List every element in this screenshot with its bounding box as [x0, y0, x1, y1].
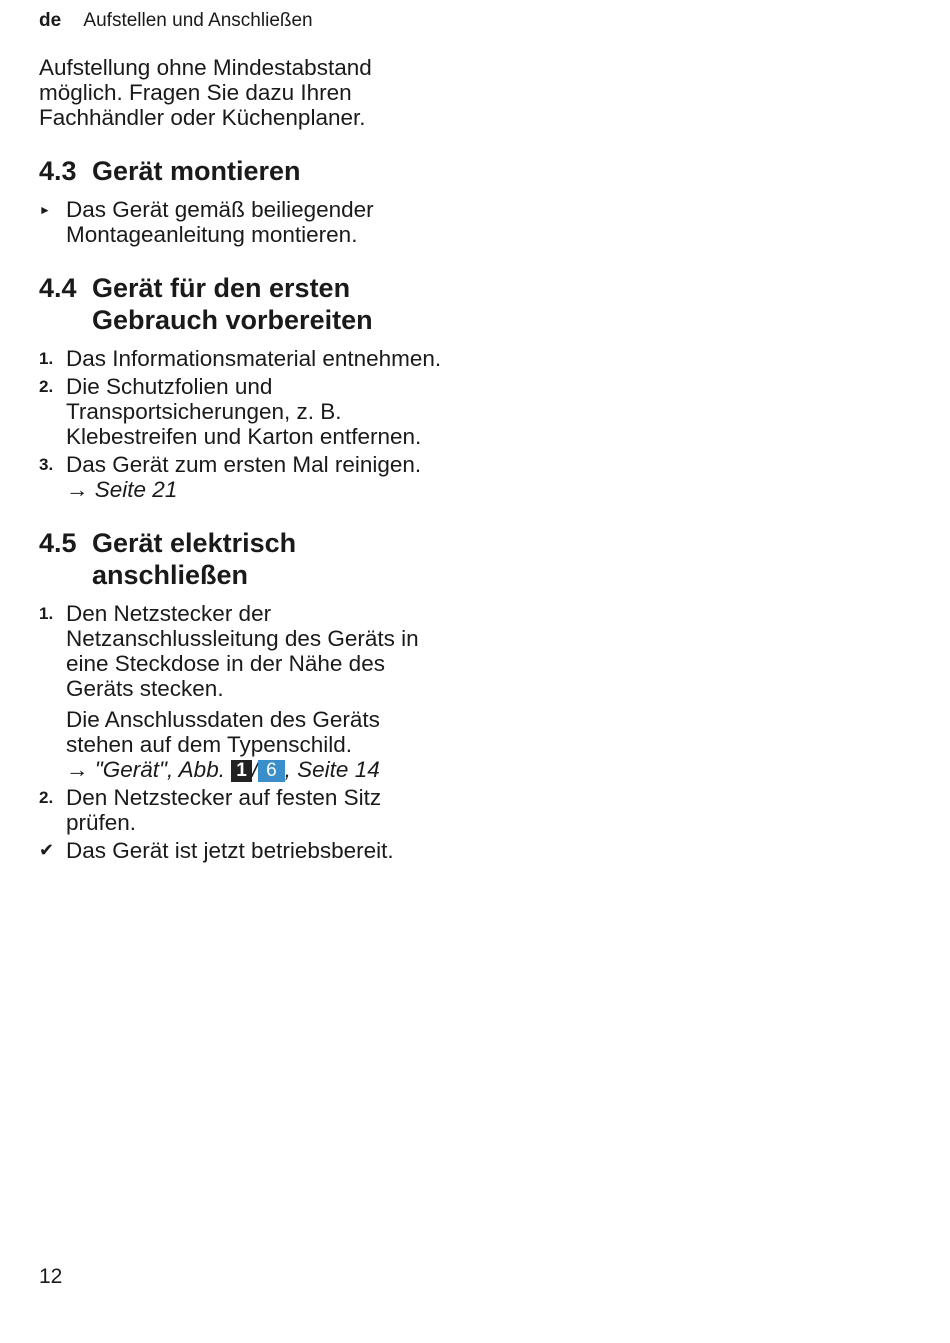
- list-item: [39, 197, 444, 247]
- step-text: Das Gerät zum ersten Mal reinigen.: [66, 452, 422, 477]
- figure-badge-dark: 1: [231, 760, 252, 782]
- result-text: Das Gerät ist jetzt betriebsbereit.: [66, 838, 394, 863]
- step-note: Die Anschlussdaten des Geräts stehen auf dem Typenschild.: [66, 707, 380, 757]
- section-title: Gerät elektrisch anschließen: [92, 528, 297, 590]
- section-4-5: [39, 527, 444, 863]
- section-heading: [39, 272, 444, 336]
- figure-reference-link[interactable]: "Gerät", Abb.: [94, 757, 225, 782]
- step-text: Das Informationsmaterial entnehmen.: [66, 346, 442, 371]
- section-title: Gerät montieren: [92, 156, 301, 186]
- list-item: [39, 601, 444, 782]
- page-reference-link[interactable]: Seite 21: [94, 477, 178, 502]
- instruction-text: Das Gerät gemäß beiliegender Montageanleitung montieren.: [66, 197, 374, 247]
- list-item: [39, 785, 444, 835]
- list-item: [39, 452, 444, 502]
- section-4-4: [39, 272, 444, 502]
- result-item: [39, 838, 444, 863]
- step-number: 2.: [39, 788, 54, 807]
- step-number: 2.: [39, 377, 54, 396]
- section-title: Gerät für den ersten Gebrauch vorbereiten: [92, 273, 373, 335]
- list-item: [39, 374, 444, 449]
- section-number: 4.4: [39, 273, 77, 303]
- step-number: 1.: [39, 604, 54, 623]
- step-text: Den Netzstecker auf festen Sitz prüfen.: [66, 785, 382, 835]
- section-number: 4.3: [39, 156, 77, 186]
- step-number: 3.: [39, 455, 54, 474]
- section-heading: [39, 527, 444, 591]
- section-4-3: [39, 155, 444, 247]
- step-text: Den Netzstecker der Netzanschlussleitung des Geräts in eine Steckdose in der Nähe des Geräts stecken.: [66, 601, 419, 701]
- figure-badge-blue: 6: [258, 760, 285, 782]
- language-code: de: [39, 10, 62, 31]
- step-text: Die Schutzfolien und Transportsicherungen, z. B. Klebestreifen und Karton entfernen.: [66, 374, 422, 449]
- section-heading: [39, 155, 444, 187]
- page-reference-link[interactable]: , Seite 14: [284, 757, 380, 782]
- page-number: 12: [39, 1265, 63, 1288]
- intro-paragraph: Aufstellung ohne Mindestabstand möglich. Fragen Sie dazu Ihren Fachhändler oder Küchenplaner.: [39, 55, 372, 130]
- reference-separator: /: [251, 757, 259, 782]
- triangle-bullet-icon: ►: [39, 203, 51, 217]
- arrow-right-icon: →: [66, 757, 89, 782]
- chapter-title: Aufstellen und Anschließen: [83, 10, 313, 31]
- check-icon: ✔: [39, 840, 55, 860]
- page-header: [39, 9, 313, 33]
- figure-reference: [66, 757, 444, 782]
- list-item: [39, 346, 444, 371]
- main-content: [39, 55, 444, 866]
- arrow-right-icon: →: [66, 477, 89, 502]
- section-number: 4.5: [39, 528, 77, 558]
- step-number: 1.: [39, 349, 54, 368]
